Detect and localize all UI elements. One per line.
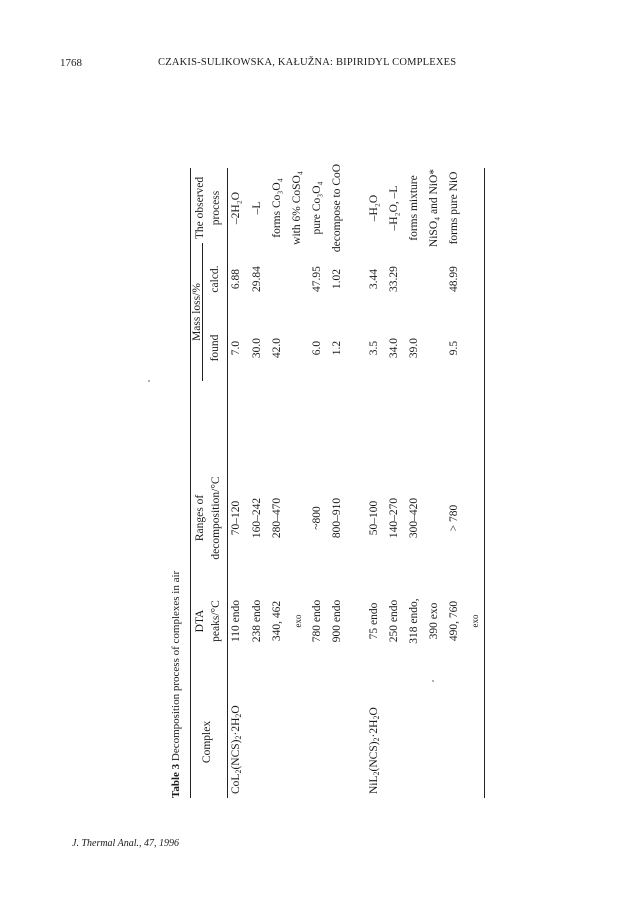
complex-co: $CoL_2(NCS)_2\cdot 2H_2O$ <box>230 705 243 794</box>
table-cell: 140–270 <box>388 497 400 539</box>
caption-text: Decomposition process of complexes in air <box>170 570 182 762</box>
table-cell: 300–420 <box>408 497 420 539</box>
table-cell: > 780 <box>448 504 460 532</box>
table-cell: 29.84 <box>251 266 263 292</box>
table-bottom-rule <box>484 168 485 798</box>
header-process-top: The observed <box>194 176 206 240</box>
table-cell: 75 endo <box>368 602 380 640</box>
table-cell: 6.0 <box>311 340 323 356</box>
table-cell: 110 endo <box>230 599 242 643</box>
running-title: CZAKIS-SULIKOWSKA, KAŁUŽNA: BIPIRIDYL COMPLEXES <box>158 57 457 68</box>
table-cell: decompose to CoO <box>331 163 343 253</box>
table-cell: 3.5 <box>368 340 380 356</box>
table-cell: 1.2 <box>331 340 343 356</box>
table-cell: 33.29 <box>388 266 400 292</box>
header-ranges-top: Ranges of <box>194 494 206 542</box>
table-cell: exo <box>293 614 303 628</box>
table-cell: 1.02 <box>331 268 343 290</box>
table-cell: 7.0 <box>230 340 242 356</box>
table-cell: –L <box>251 201 263 215</box>
header-process-bottom: process <box>210 190 222 226</box>
table-cell: forms pure NiO <box>448 171 460 245</box>
table-cell: pure Co₃O₄ <box>311 181 323 235</box>
table-cell: 318 endo, <box>408 598 420 644</box>
table-cell: 780 endo <box>311 599 323 643</box>
page-number: 1768 <box>60 57 82 69</box>
header-complex: Complex <box>201 720 213 764</box>
table-cell: 48.99 <box>448 266 460 292</box>
header-ranges-bottom: decomposition/°C <box>210 476 222 560</box>
table-cell: 30.0 <box>251 337 263 359</box>
table-cell: 3.44 <box>368 268 380 290</box>
header-found: found <box>209 334 221 362</box>
table-caption <box>170 571 182 798</box>
table-cell: 390 exo <box>428 602 440 640</box>
header-calcd: calcd. <box>209 265 221 293</box>
table-cell: 800–910 <box>331 497 343 539</box>
header-dta-top: DTA <box>194 609 206 633</box>
table-cell: 160–242 <box>251 497 263 539</box>
table-cell: 9.5 <box>448 340 460 356</box>
table-cell: –H₂O, –L <box>388 185 400 231</box>
table-cell: NiSO₄ and NiO* <box>428 168 440 248</box>
table-cell: 900 endo <box>331 599 343 643</box>
header-dta-bottom: peaks/°C <box>210 600 222 642</box>
table-cell: ~800 <box>311 506 323 530</box>
table-cell: forms mixture <box>408 175 420 241</box>
table-cell: 39.0 <box>408 337 420 359</box>
rotated-table <box>168 108 588 798</box>
table-cell: with 6% CoSO₄ <box>291 171 303 245</box>
scan-speck <box>432 680 434 682</box>
table-cell: 47.95 <box>311 266 323 292</box>
journal-footer: J. Thermal Anal., 47, 1996 <box>72 838 180 849</box>
caption-label: Table 3 <box>170 763 182 798</box>
table-header-rule <box>227 168 228 798</box>
complex-ni: $NiL_2(NCS)_2\cdot 2H_2O$ <box>368 707 381 794</box>
table-cell: 50–100 <box>368 500 380 536</box>
table-cell: 70–120 <box>230 500 242 536</box>
table-cell: exo <box>470 614 480 628</box>
header-mass-loss: Mass loss/% <box>191 283 203 341</box>
table-cell: 42.0 <box>271 337 283 359</box>
table-cell: 238 endo <box>251 599 263 643</box>
table-cell: 490, 760 <box>448 600 460 642</box>
table-cell: forms Co₃O₄ <box>271 178 283 238</box>
table-cell: 6.88 <box>230 268 242 290</box>
table-cell: –2H₂O <box>230 191 242 225</box>
table-cell: 340, 462 <box>271 600 283 642</box>
scan-speck <box>148 380 150 382</box>
table-cell: –H₂O <box>368 194 380 222</box>
table-cell: 280–470 <box>271 497 283 539</box>
table-cell: 34.0 <box>388 337 400 359</box>
table-cell: 250 endo <box>388 599 400 643</box>
